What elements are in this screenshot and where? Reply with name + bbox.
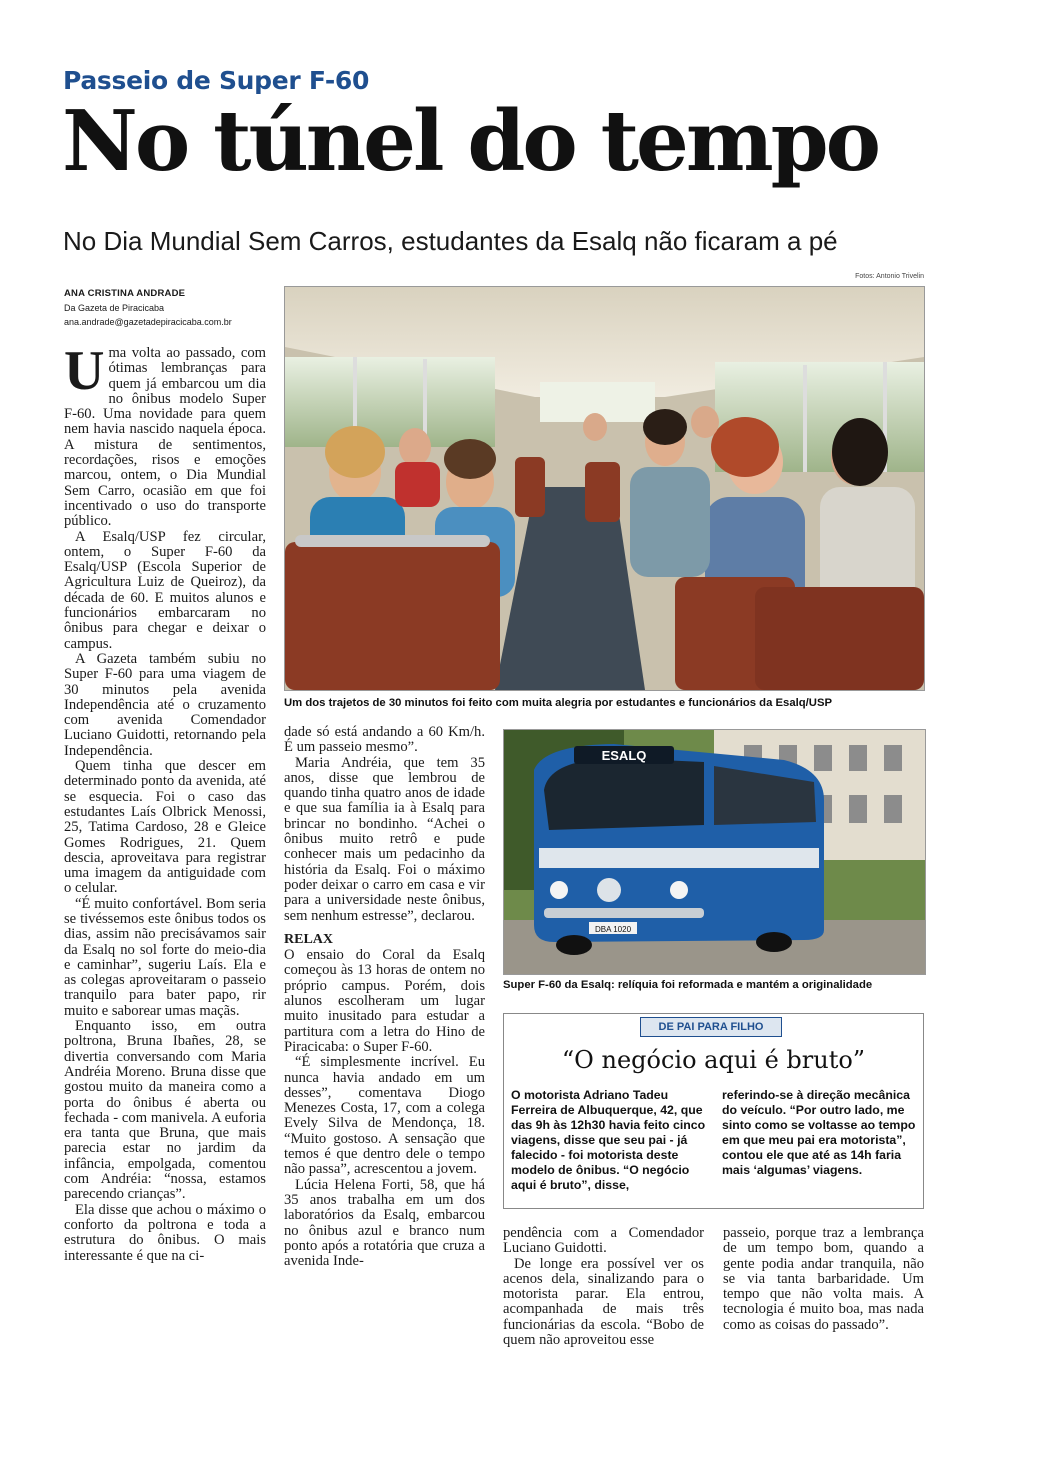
paragraph: Enquanto isso, em outra poltrona, Bruna Ibañes, 28, se divertia conversando com Maria Andréia Moreno. Bruna disse que gostou muito da maneira como a porta do ônibus é aberta ou fechada - com manivela. A euforia era tanta que Bruna, que mais parecia estar no jardim da infância, empolgada, comentou com Andréia: “nossa, estamos parecendo crianças”. [64, 1018, 266, 1203]
paragraph: dade só está andando a 60 Km/h. É um passeio mesmo”. [284, 724, 485, 756]
paragraph: pendência com a Comendador Luciano Guidotti. [503, 1225, 704, 1257]
bus-exterior-illustration [504, 730, 925, 974]
article-column-3 [503, 1226, 704, 1348]
lead-text: ma volta ao passado, com ótimas lembranças para quem já embarcou um dia no ônibus modelo Super F-60. Uma novidade para quem nem havia nascido naquela época. A mistura de sentimentos, recordações, risos e emoções marcou, ontem, o Dia Mundial Sem Carro, ocasião em que foi incentivado o uso do transporte público. [64, 345, 266, 530]
byline [64, 288, 274, 327]
paragraph: O ensaio do Coral da Esalq começou às 13 horas de ontem no próprio campus. Porém, dois alunos escolheram um lugar muito inusitado para estudar a partitura com a letra do Hino de Piracicaba: o Super F-60. [284, 947, 485, 1055]
bus-interior-illustration [285, 287, 924, 690]
paragraph: Lúcia Helena Forti, 58, que há 35 anos trabalha em um dos laboratórios da Esalq, embarcou no ônibus azul e branco num ponto após a rotatória que cruza a avenida Inde- [284, 1176, 485, 1270]
kicker: Passeio de Super F-60 [63, 66, 370, 95]
bus-destination-sign: ESALQ [601, 748, 647, 763]
article-column-2 [284, 725, 485, 1269]
paragraph: A Gazeta também subiu no Super F-60 para uma viagem de 30 minutos pela avenida Independência até o cruzamento com avenida Comendador Luciano Guidotti, retornando pela Independência. [64, 650, 266, 759]
paragraph: passeio, porque traz a lembrança de um tempo bom, quando a gente podia andar tranquila, não se via tanta barbaridade. Um tempo que não volta mais. A tecnologia é muito boa, mas nada como as coisas do passado”. [723, 1225, 924, 1333]
headline: No túnel do tempo [62, 92, 879, 190]
author-org: Da Gazeta de Piracicaba [64, 303, 165, 313]
drop-cap: U [64, 340, 105, 402]
article-column-4 [723, 1226, 924, 1333]
main-photo-caption: Um dos trajetos de 30 minutos foi feito com muita alegria por estudantes e funcionários da Esalq/USP [284, 697, 833, 709]
paragraph: A Esalq/USP fez circular, ontem, o Super F-60 da Esalq/USP (Escola Superior de Agricultura Luiz de Queiroz), da década de 60. E muitos alunos e funcionários embarcaram no ônibus para chegar e deixar o campus. [64, 528, 266, 652]
deck-subtitle: No Dia Mundial Sem Carros, estudantes da Esalq não ficaram a pé [63, 226, 838, 256]
paragraph: Ela disse que achou o máximo o conforto da poltrona e toda a estrutura do ônibus. O mais interessante é que na ci- [64, 1201, 266, 1264]
paragraph: Maria Andréia, que tem 35 anos, disse que lembrou de quando tinha quatro anos de idade e que sua família ia à Esalq para brincar no bondinho. “Achei o ônibus muito retrô e pude conhecer mais um pedacinho da história da Esalq. Foi o máximo poder deixar o carro em casa e vir para a universidade neste ônibus, sem nenhum estresse”, declarou. [284, 754, 485, 924]
author-name: ANA CRISTINA ANDRADE [64, 288, 186, 299]
paragraph: De longe era possível ver os acenos dela, sinalizando para o motorista parar. Ela entrou, acompanhada de mais três funcionárias da escola. “Bobo de quem não aproveitou esse [503, 1255, 704, 1349]
bus-photo [503, 729, 926, 975]
sidebar-box-title: “O negócio aqui é bruto” [561, 1046, 866, 1074]
sidebar-box-text-1: O motorista Adriano Tadeu Ferreira de Albuquerque, 42, que das 9h às 12h30 havia feito cinco viagens, disse que seu pai - já falecido - foi motorista deste modelo de ônibus. “O negócio aqui é bruto”, disse, [511, 1088, 706, 1192]
paragraph: “É muito confortável. Bom seria se tivéssemos este ônibus todos os dias, assim não precisávamos sair da Esalq no sol forte do meio-dia e caminhar”, sugeriu Laís. Ela e as colegas aproveitaram o passeio tranquilo para bater papo, rir muito e saborear umas maçãs. [64, 895, 266, 1019]
subhead-relax: RELAX [284, 931, 334, 947]
sidebar-box-label: DE PAI PARA FILHO [640, 1017, 782, 1037]
main-photo [284, 286, 925, 691]
author-email[interactable]: ana.andrade@gazetadepiracicaba.com.br [64, 317, 232, 327]
bus-photo-caption: Super F-60 da Esalq: relíquia foi reformada e mantém a originalidade [503, 979, 873, 991]
photo-credit: Fotos: Antonio Trivelin [855, 273, 924, 280]
paragraph: Quem tinha que descer em determinado ponto da avenida, até se esquecia. Foi o caso das estudantes Laís Olbrick Menossi, 25, Tatima Cardoso, 28 e Gleice Gomes Rodrigues, 21. Quem descia, aproveitava para registrar uma imagem da antiguidade com o celular. [64, 758, 266, 897]
article-column-1 [64, 340, 266, 1264]
bus-license-plate: DBA 1020 [594, 925, 632, 934]
lead-paragraph [64, 340, 266, 530]
paragraph: “É simplesmente incrível. Eu nunca havia andado em um desses”, comentava Diogo Menezes Costa, 17, com a colega Evely Silva de Mendonça, 18. “Muito gostoso. A sensação que temos é que dentro dele o tempo não passa”, acrescentou a jovem. [284, 1054, 485, 1178]
sidebar-box-text-2: referindo-se à direção mecânica do veículo. “Por outro lado, me sinto como se voltasse ao tempo em que meu pai era motorista”, contou ele que até as 14h faria mais ‘algumas’ viagens. [722, 1088, 916, 1177]
